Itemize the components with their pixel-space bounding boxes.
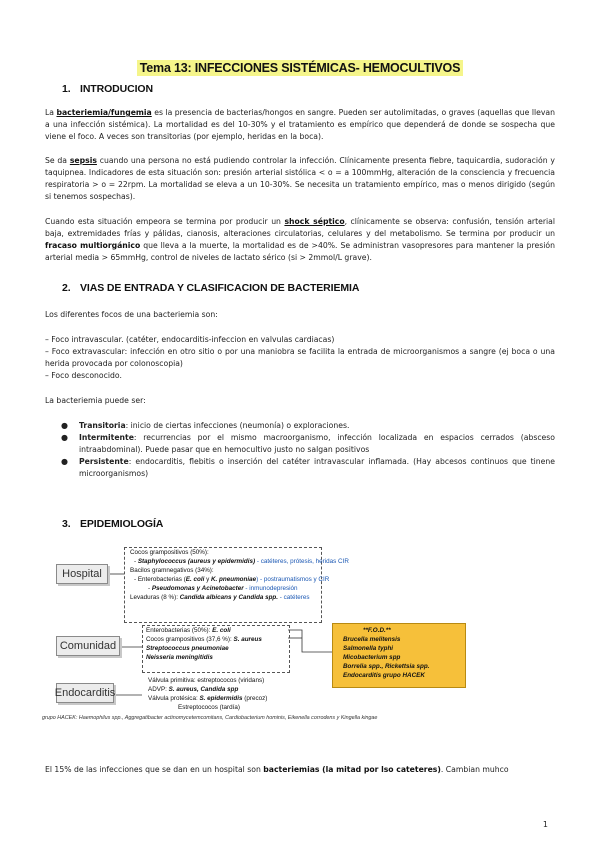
comunidad-line-2: Cocos grampositivos (37,6 %): S. aureus [146,636,262,643]
figure-caption: grupo HACEK: Haemophilus spp., Aggregatibacter actinomycetemcomitans, Cardiobacterium hominis, Eikenella corrodens y Kingella kingae [42,715,378,721]
section-title: EPIDEMIOLOGÍA [80,518,164,530]
section-number: 2. [62,282,71,294]
fod-item: Salmonella typhi [343,644,394,652]
intro-paragraph-3: Cuando esta situación empeora se termina por producir un shock séptico, clínicamente se observa: confusión, tensión arterial baja, extremidades frías y pálidas, cianosis, alteraciones circulatorias, celulares y del metabolismo. Se termina por producir un fracaso multiorgánico que lleva a la muerte, la mortalidad es de >40%. Se administran vasopresores para mantener la presión arterial media > 65mmHg, control de niveles de lactato sérico (si > 2mmol/L grave). [45,217,555,262]
section-title: VIAS DE ENTRADA Y CLASIFICACION DE BACTERIEMIA [80,282,360,294]
comunidad-line-1: Enterobacterias (50%): E. coli [146,627,231,634]
fod-item: Endocarditis grupo HACEK [343,671,425,679]
document-title: Tema 13: INFECCIONES SISTÉMICAS- HEMOCULTIVOS [137,60,463,76]
fod-item: Brucella melitensis [343,635,401,643]
tipos-list [45,420,555,480]
term-bacteriemias: bacteriemias (la mitad por lso cateteres) [263,765,441,774]
hospital-line-4: - Enterobacterias (E. coli y K. pneumoniae) - postraumatismos y CIR [134,576,330,583]
section-title: INTRODUCION [80,83,153,95]
hospital-line-1: Cocos grampositivos (50%): [130,549,209,556]
hospital-line-3: Bacilos gramnegativos (34%): [130,567,214,574]
tipos-intro: La bacteriemia puede ser: [45,396,146,405]
comunidad-line-3: Streptococcus pneumoniae [146,645,229,652]
label-hospital: Hospital [56,564,108,584]
fod-box [332,623,466,688]
term-fracaso: fracaso multiorgánico [45,241,141,250]
foco-extravascular: – Foco extravascular: infección en otro sitio o por una maniobra se facilita la entrada de microorganismos a sangre (ej boca o una herida provocada por colonoscopia) [45,347,555,368]
foco-intravascular: – Foco intravascular. (catéter, endocarditis-infeccion en valvulas cardiacas) [45,335,335,344]
closing-paragraph: El 15% de las infecciones que se dan en un hospital son bacteriemias (la mitad por lso cateteres). Cambian muhco [45,765,509,774]
endo-line-3: Válvula protésica: S. epidermidis (precoz) [148,695,268,702]
list-item: ● Transitoria: inicio de ciertas infecciones (neumonía) o exploraciones. [61,421,350,430]
hospital-line-5: - Pseudomonas y Acinetobacter - inmunodepresión [148,585,298,592]
endo-line-2: ADVP: S. aureus, Candida spp [148,686,239,693]
label-comunidad: Comunidad [56,636,120,656]
fod-item: Borrelia spp., Rickettsia spp. [343,662,430,670]
term-sepsis: sepsis [69,156,97,165]
list-item: ● Intermitente: recurrencias por el mismo macroorganismo, infección localizada en espacios cerrados (absceso intraabdominal). Puede pasar que en hemocultivo justo no salgan positivos [61,433,555,454]
section-number: 3. [62,518,71,530]
hospital-line-6: Levaduras (8 %): Candida albicans y Candida spp. - catéteres [130,594,310,601]
comunidad-line-4: Neisseria meningitidis [146,654,213,661]
hospital-line-2: - Staphylococcus (aureus y epidermidis) - catéteres, prótesis, heridas CIR [134,558,349,565]
epidemiology-figure [42,537,430,702]
term-bacteriemia: bacteriemia/fungemia [56,108,152,117]
intro-paragraph-2: Se da sepsis cuando una persona no está pudiendo controlar la infección. Clínicamente presenta fiebre, taquicardia, sudoración y taquipnea. Indicadores de esta situación son: presión arterial sistólica < o = a 100mmHg, alteración de la consciencia y frecuencia respiratoria > o = 22rpm. La mortalidad se eleva a un 10-30%. Se necesita un tratamiento empírico, mas o menos dirigido (según si tenemos sospechas). [45,156,555,201]
intro-paragraph-1: La bacteriemia/fungemia es la presencia de bacterias/hongos en sangre. Pueden ser autolimitadas, o graves (aquellas que llevan a una infección sistémica). La mortalidad es del 10-30% y el tratamiento es empírico que dependerá de donde se sospecha que viene el foco. A veces son transitorias (por ejemplo, heridas en la boca). [45,108,555,141]
endo-line-4: Estreptococos (tardía) [178,704,240,711]
fod-title: **F.O.D.** [363,627,391,634]
focos-intro: Los diferentes focos de una bacteriemia son: [45,310,218,319]
list-item: ● Persistente: endocarditis, flebitis o inserción del catéter intravascular inflamada. (Hay abcesos continuos que tinene microorganismos) [61,457,555,478]
page-number: 1 [542,820,548,829]
fod-item: Micobacterium spp [343,653,401,661]
title-wrap [0,57,600,76]
section-number: 1. [62,83,71,95]
label-endocarditis: Endocarditis [56,683,114,703]
endo-line-1: Válvula primitiva: estreptococos (viridans) [148,677,265,684]
foco-desconocido: – Foco desconocido. [45,371,122,380]
term-shock-septico: shock séptico [284,217,345,226]
